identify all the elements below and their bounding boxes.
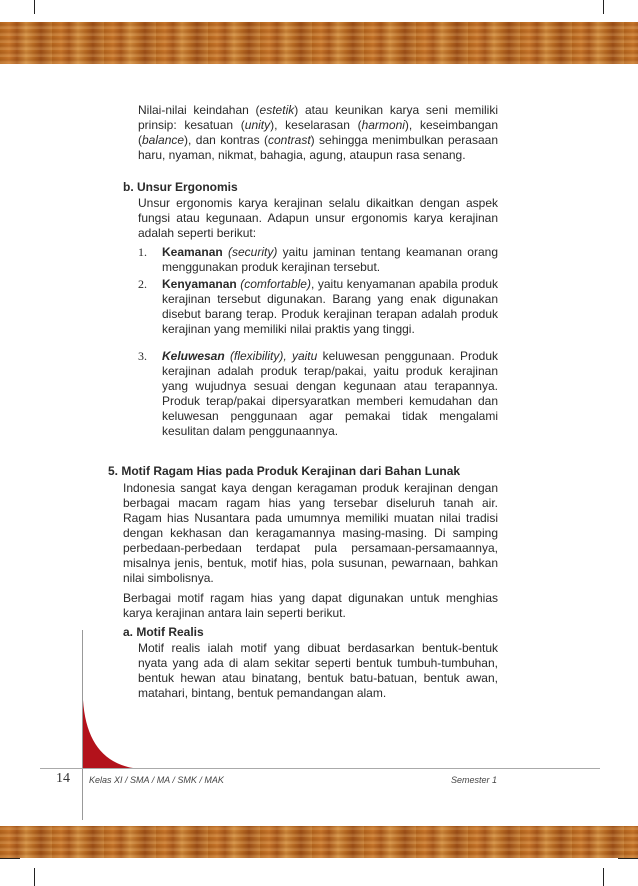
footer-wood-banner: [0, 826, 638, 858]
footer-semester-label: Semester 1: [450, 775, 497, 785]
footer-rule: [40, 768, 600, 769]
header-wood-banner: [0, 22, 638, 64]
footer-class-label: Kelas XI / SMA / MA / SMK / MAK: [89, 775, 224, 785]
aesthetic-paragraph: Nilai-nilai keindahan (estetik) atau keunikan karya seni memiliki prinsip: kesatuan (unity), keselarasan (harmoni), keseimbangan (balance), dan kontras (contrast) sehingga menimbulkan perasaan haru, nyaman, nikmat, bahagia, agung, ataupun rasa senang.: [138, 103, 498, 162]
section-5-paragraph-1: Indonesia sangat kaya dengan keragaman produk kerajinan dengan berbagai macam ragam hias yang tersebar diseluruh tanah air. Ragam hias Nusantara pada umumnya memiliki muatan nilai tradisi dengan kekhasan dan keragamannya masing-masing. Di samping perbedaan-perbedaan terdapat pula persamaan-persamaannya, misalnya jenis, bentuk, motif hias, pola susunan, pewarnaan, bahkan nilai simbolisnya.: [123, 481, 498, 585]
list-item-kenyamanan: Kenyamanan (comfortable), yaitu kenyamanan apabila produk kerajinan tersebut digunakan. Barang yang enak digunakan disebut barang terap. Produk kerajinan terapan adalah produk kerajinan yang memiliki nilai praktis yang tinggi.: [162, 277, 498, 336]
crop-mark: [0, 858, 20, 859]
crop-mark: [34, 0, 35, 14]
section-b-intro: Unsur ergonomis karya kerajinan selalu dikaitkan dengan aspek fungsi atau kegunaan. Adapun unsur ergonomis karya kerajinan adalah seperti berikut:: [138, 196, 498, 240]
list-number: 2.: [138, 277, 147, 291]
section-5-paragraph-2: Berbagai motif ragam hias yang dapat digunakan untuk menghias karya kerajinan antara lain seperti berikut.: [123, 591, 498, 620]
list-number: 1.: [138, 245, 147, 259]
crop-mark: [603, 0, 604, 14]
page-number: 14: [56, 771, 70, 786]
crop-mark: [618, 858, 638, 859]
crop-mark: [34, 868, 35, 886]
list-number: 3.: [138, 349, 147, 363]
section-5-heading: 5. Motif Ragam Hias pada Produk Kerajinan dari Bahan Lunak: [108, 464, 461, 478]
list-item-keluwesan: Keluwesan (flexibility), yaitu keluwesan penggunaan. Produk kerajinan adalah produk terap/pakai, yaitu produk kerajinan yang wujudnya sesuai dengan kegunaan atau terapannya. Produk terap/pakai dipersyaratkan memberi kemudahan dan keluwesan penggunaan agar pemakai tidak mengalami kesulitan dalam penggunaannya.: [162, 349, 499, 438]
motif-realis-paragraph: Motif realis ialah motif yang dibuat berdasarkan bentuk-bentuk nyata yang ada di alam sekitar seperti bentuk tumbuh-tumbuhan, bentuk hewan atau binatang, bentuk batu-batuan, bentuk awan, matahari, bintang, bentuk pemandangan alam.: [138, 641, 498, 700]
list-item-keamanan: Keamanan (security) yaitu jaminan tentang keamanan orang menggunakan produk kerajinan tersebut.: [162, 245, 498, 274]
crop-mark: [603, 868, 604, 886]
section-b-heading: b. Unsur Ergonomis: [123, 180, 238, 194]
motif-realis-heading: a. Motif Realis: [123, 625, 204, 639]
corner-ornament: [83, 700, 133, 768]
